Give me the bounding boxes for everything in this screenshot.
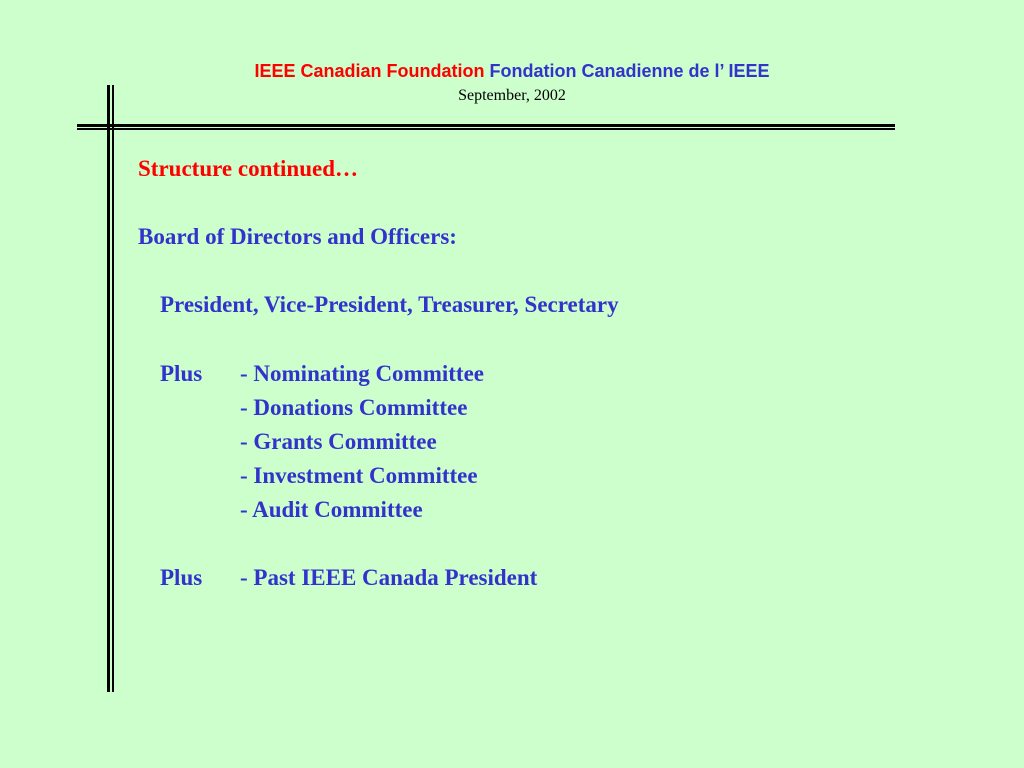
plus-label: Plus <box>160 361 203 386</box>
committee-item: - Investment Committee <box>240 463 478 488</box>
slide-subtitle: Structure continued… <box>138 156 358 181</box>
slide-header-title <box>0 60 1024 82</box>
board-heading: Board of Directors and Officers: <box>138 224 457 249</box>
vertical-divider <box>107 85 114 692</box>
committee-item: - Audit Committee <box>240 497 423 522</box>
committee-item: - Nominating Committee <box>240 361 485 386</box>
slide-date: September, 2002 <box>458 87 566 104</box>
org-name-french: Fondation Canadienne de l’ IEEE <box>489 61 770 81</box>
committee-item: - Grants Committee <box>240 429 437 454</box>
org-name-english: IEEE Canadian Foundation <box>254 61 485 81</box>
plus-label: Plus <box>160 565 203 590</box>
committee-item: - Donations Committee <box>240 395 468 420</box>
past-president-item: - Past IEEE Canada President <box>240 565 538 590</box>
horizontal-divider <box>77 124 895 130</box>
officers-list: President, Vice-President, Treasurer, Secretary <box>160 292 619 317</box>
